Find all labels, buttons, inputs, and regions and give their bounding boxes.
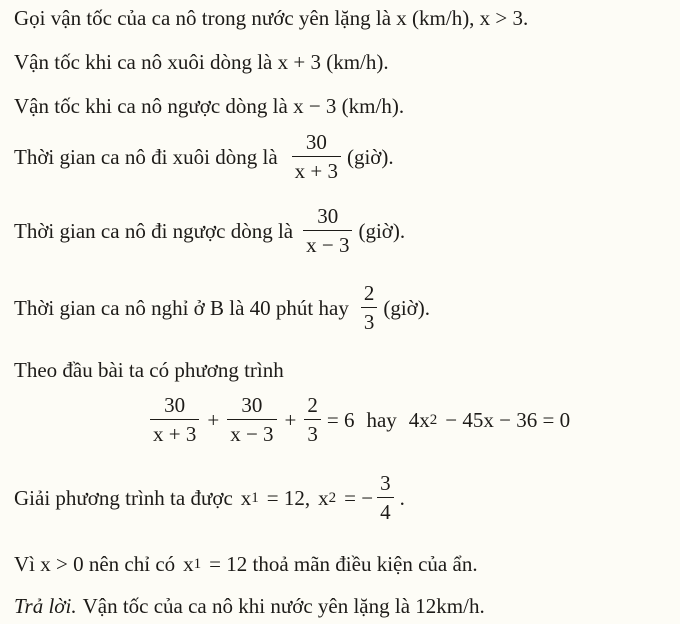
exponent: 2	[429, 411, 438, 428]
subscript-1: 1	[251, 489, 259, 506]
quadratic-rest: − 45x − 36 = 0	[445, 407, 571, 432]
fraction-denominator: 4	[380, 500, 391, 524]
fraction-numerator: 2	[307, 393, 318, 417]
fraction-denominator: x − 3	[306, 233, 350, 257]
line-equation	[144, 395, 570, 445]
line-rest-time	[14, 283, 430, 333]
fraction-numerator: 30	[305, 130, 327, 154]
line-answer	[14, 596, 485, 617]
line-variable-definition	[14, 8, 528, 29]
var-x1: x	[240, 485, 252, 510]
fraction-x2	[377, 473, 394, 523]
plus-sign: +	[284, 407, 297, 432]
line-solutions	[14, 473, 405, 523]
x2-value: = −	[344, 485, 374, 510]
x1-value: = 12,	[266, 485, 311, 510]
answer-text: Vận tốc của ca nô khi nước yên lặng là 12km/h.	[82, 594, 485, 618]
text-upstream-time: Thời gian ca nô đi ngược dòng là	[14, 218, 294, 243]
text-equation-intro: Theo đầu bài ta có phương trình	[14, 358, 284, 382]
text-solutions: Giải phương trình ta được	[14, 485, 233, 510]
var-x1: x	[183, 552, 194, 576]
subscript-2: 2	[328, 489, 337, 506]
fraction-term-2	[227, 395, 276, 445]
fraction-rest-time	[361, 283, 378, 333]
fraction-numerator: 30	[317, 204, 339, 228]
fraction-downstream-time	[292, 132, 341, 182]
line-downstream-speed	[14, 52, 389, 73]
fraction-denominator: x − 3	[230, 422, 274, 446]
fraction-term-3	[304, 395, 321, 445]
period: .	[399, 485, 405, 510]
fraction-upstream-time	[303, 206, 352, 256]
text-downstream-speed: Vận tốc khi ca nô xuôi dòng là x + 3 (km/h).	[14, 50, 389, 74]
fraction-denominator: 3	[307, 422, 318, 446]
text-downstream-time: Thời gian ca nô đi xuôi dòng là	[14, 144, 278, 169]
line-upstream-speed	[14, 96, 404, 117]
line-upstream-time	[14, 206, 405, 256]
line-valid-solution	[14, 554, 478, 575]
plus-sign: +	[207, 407, 220, 432]
fraction-numerator: 30	[164, 393, 186, 417]
fraction-denominator: 3	[363, 310, 375, 334]
text-valid-solution-a: Vì x > 0 nên chỉ có	[14, 552, 176, 576]
answer-label: Trả lời.	[14, 594, 77, 618]
fraction-denominator: x + 3	[153, 422, 197, 446]
var-x2: x	[318, 485, 329, 510]
text-variable-definition: Gọi vận tốc của ca nô trong nước yên lặng là x (km/h), x > 3.	[14, 6, 529, 30]
line-downstream-time	[14, 132, 394, 182]
unit-hours: (giờ).	[346, 144, 394, 169]
word-hay: hay	[366, 407, 397, 432]
line-equation-intro	[14, 360, 284, 381]
text-upstream-speed: Vận tốc khi ca nô ngược dòng là x − 3 (km/h).	[14, 94, 405, 118]
text-rest-time: Thời gian ca nô nghỉ ở B là 40 phút hay	[14, 295, 349, 320]
fraction-numerator: 2	[363, 281, 375, 305]
unit-hours: (giờ).	[383, 295, 431, 320]
fraction-numerator: 3	[380, 471, 391, 495]
text-valid-solution-b: = 12 thoả mãn điều kiện của ẩn.	[209, 552, 478, 576]
equals-six: = 6	[326, 407, 355, 432]
subscript-1: 1	[193, 556, 202, 572]
fraction-denominator: x + 3	[294, 159, 338, 183]
fraction-term-1	[150, 395, 199, 445]
quadratic-lead-term: 4x	[408, 407, 430, 432]
fraction-numerator: 30	[241, 393, 263, 417]
unit-hours: (giờ).	[358, 218, 406, 243]
